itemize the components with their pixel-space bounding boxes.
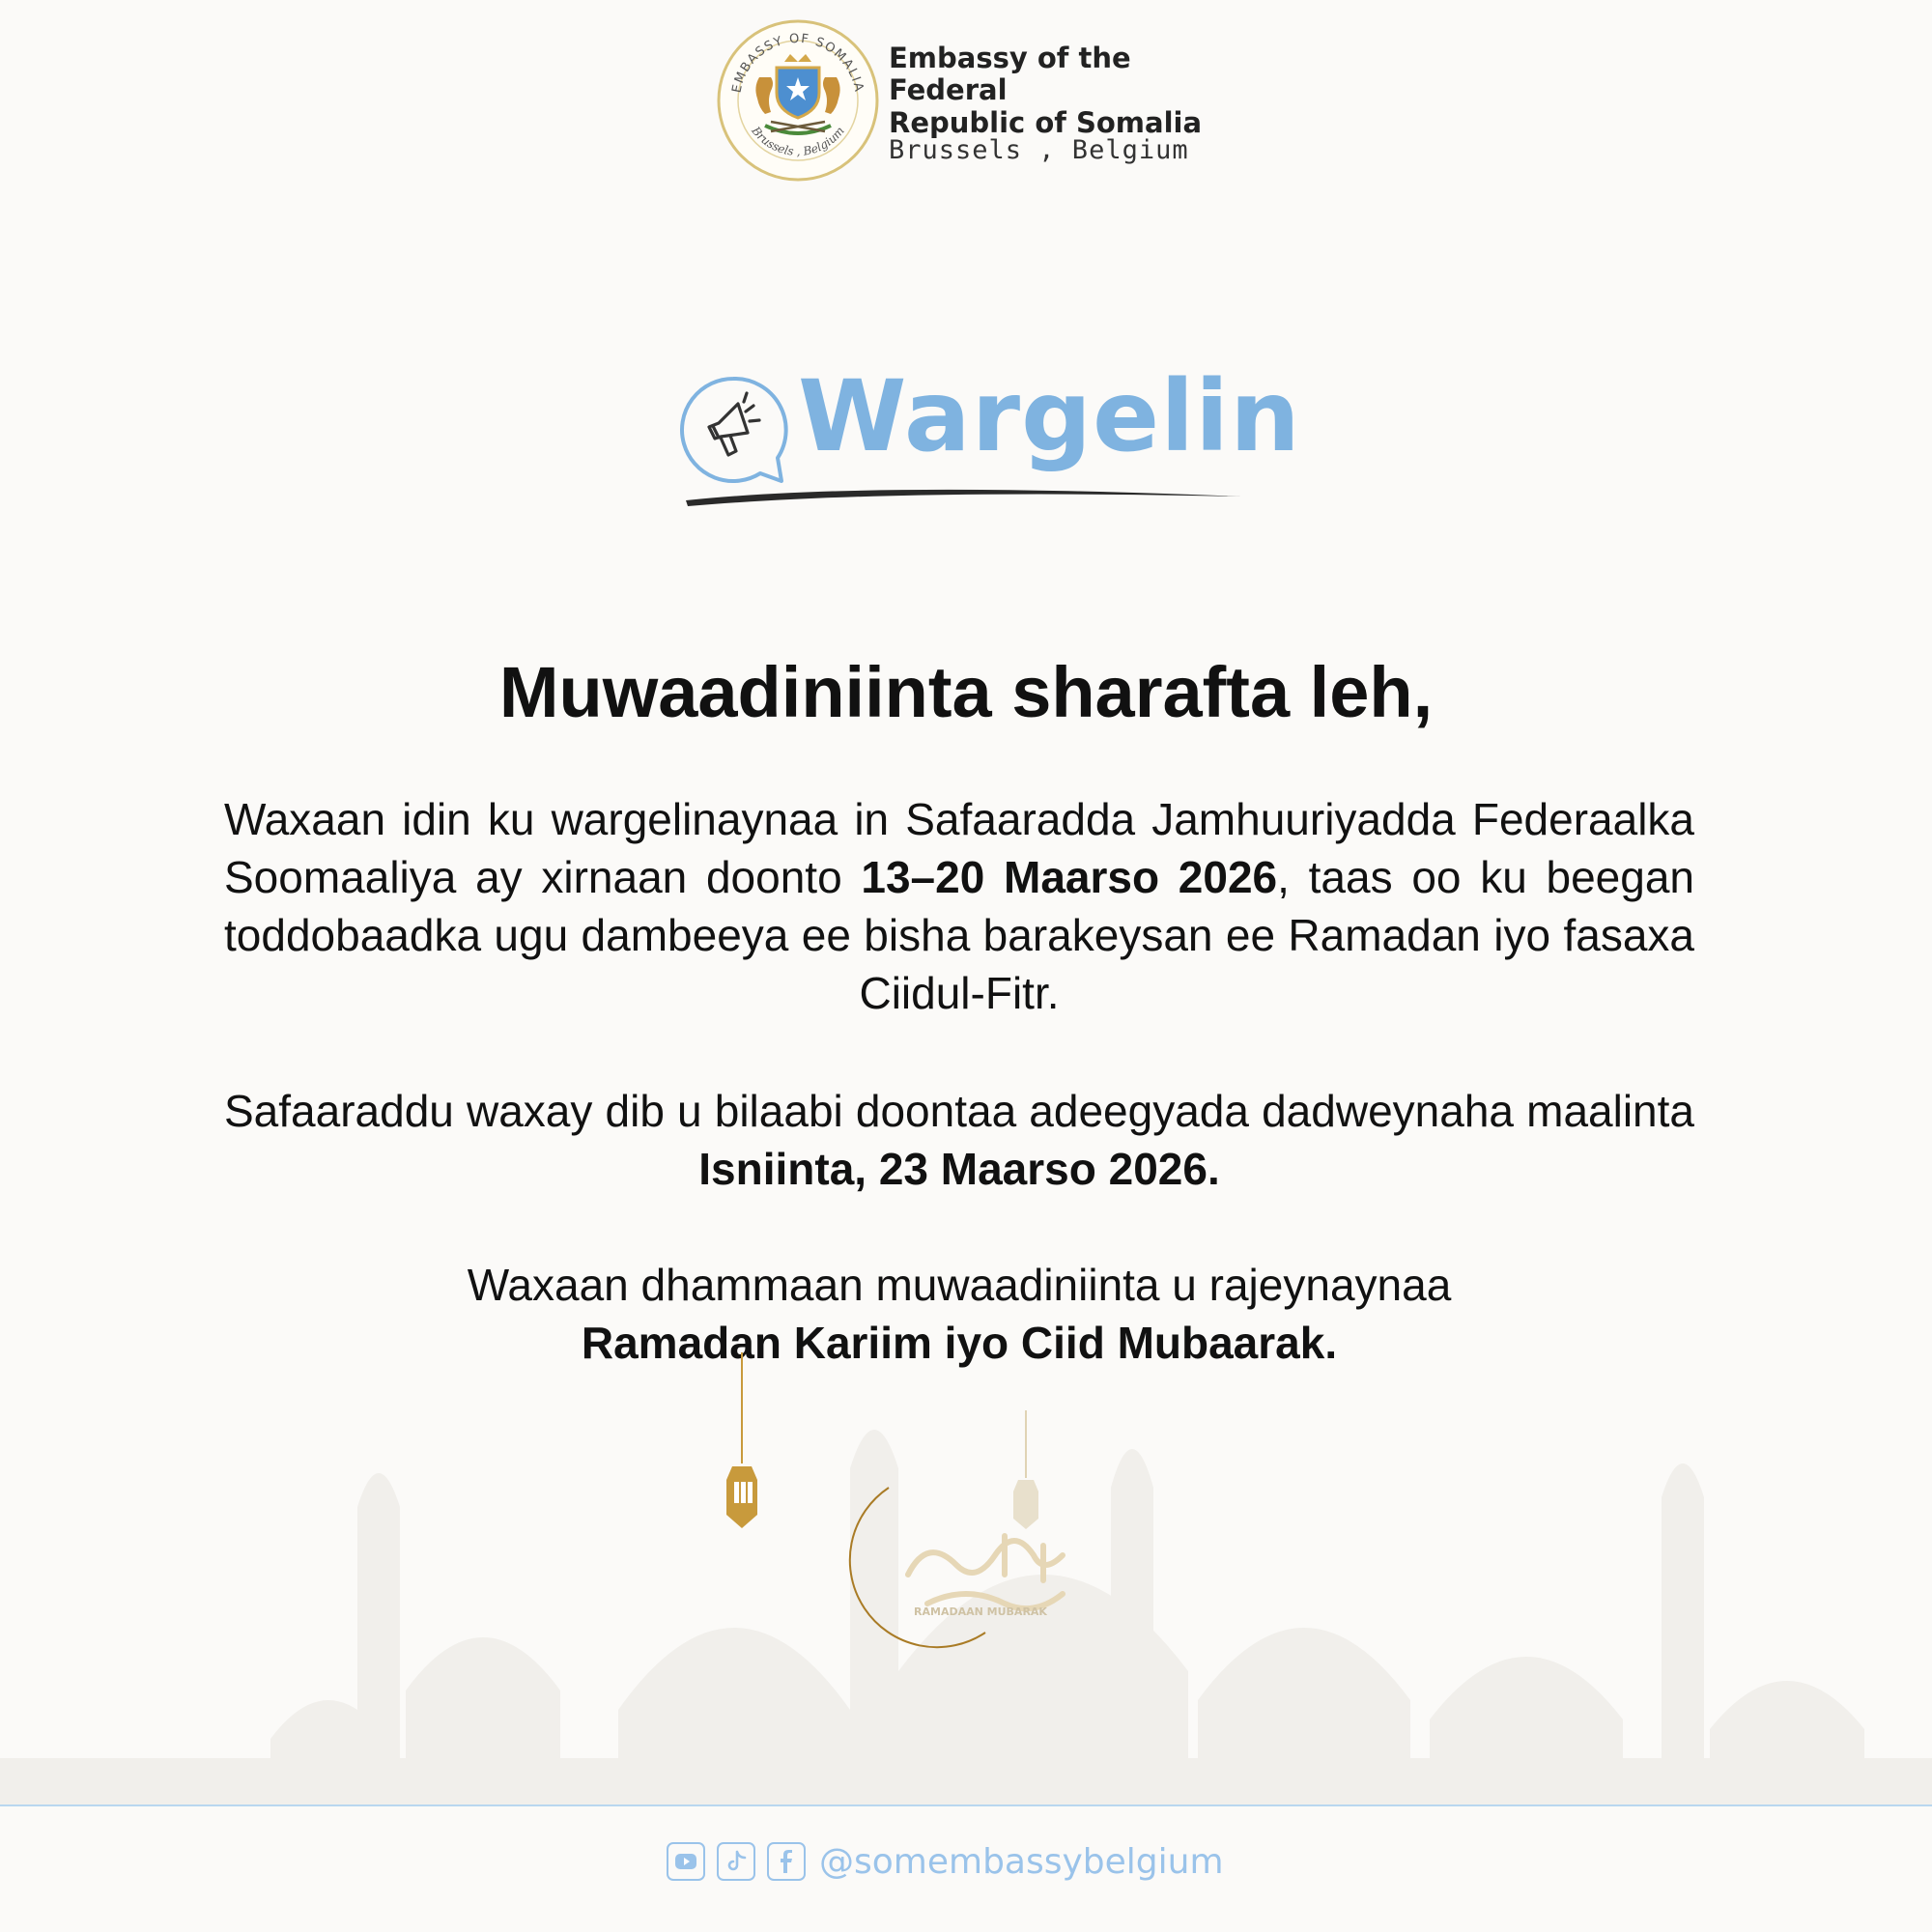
- closure-dates: 13–20 Maarso 2026: [861, 852, 1278, 902]
- embassy-location: Brussels , Belgium: [889, 135, 1189, 166]
- closure-text-end: , taas oo ku beegan toddobaadka ugu dambeeya ee bisha barakeysan ee Ramadan iyo fasaxa Ciidul-Fitr.: [224, 852, 1695, 1018]
- lantern-icon: [726, 1466, 757, 1528]
- svg-text:EMBASSY OF SOMALIA: EMBASSY OF SOMALIA: [729, 31, 867, 95]
- mosque-silhouette: [0, 1430, 1932, 1806]
- calligraphy-caption: RAMADAAN MUBARAK: [914, 1605, 1047, 1618]
- salutation-heading: Muwaadiniinta sharafta leh,: [498, 652, 1434, 732]
- embassy-name: [889, 43, 1256, 165]
- embassy-header: [715, 17, 1256, 186]
- notice-title: Wargelin: [798, 359, 1301, 474]
- lantern-icon-faint: [1013, 1480, 1038, 1529]
- embassy-seal-logo: [715, 17, 881, 184]
- youtube-icon[interactable]: [667, 1842, 705, 1881]
- megaphone-icon: [676, 373, 790, 487]
- reopening-paragraph: [224, 1082, 1694, 1198]
- brush-underline: [676, 475, 1246, 514]
- footer-divider: [0, 1804, 1932, 1806]
- svg-text:Brussels , Belgium: Brussels , Belgium: [749, 124, 847, 158]
- embassy-name-line2: Republic of Somalia: [889, 105, 1203, 139]
- reopening-text: Safaaraddu waxay dib u bilaabi doontaa adeegyada dadweynaha maalinta: [224, 1086, 1694, 1136]
- notice-heading: [676, 359, 1301, 522]
- greeting-wish: Ramadan Kariim iyo Ciid Mubaarak.: [581, 1318, 1338, 1368]
- closure-paragraph: [224, 790, 1694, 1022]
- embassy-name-line1: Embassy of the Federal: [889, 42, 1131, 107]
- closure-text-start: Waxaan idin ku wargelinaynaa in Safaaradda Jamhuuriyadda Federaalka Soomaaliya ay xirnaan doonto: [224, 794, 1694, 902]
- social-footer: [667, 1837, 1224, 1886]
- reopening-date: Isniinta, 23 Maarso 2026.: [698, 1144, 1220, 1194]
- social-handle[interactable]: @somembassybelgium: [819, 1841, 1224, 1882]
- tiktok-icon[interactable]: [717, 1842, 755, 1881]
- greeting-text: Waxaan dhammaan muwaadiniinta u rajeynaynaa: [467, 1260, 1452, 1310]
- facebook-icon[interactable]: [767, 1842, 806, 1881]
- ramadan-decoration: [0, 1352, 1932, 1806]
